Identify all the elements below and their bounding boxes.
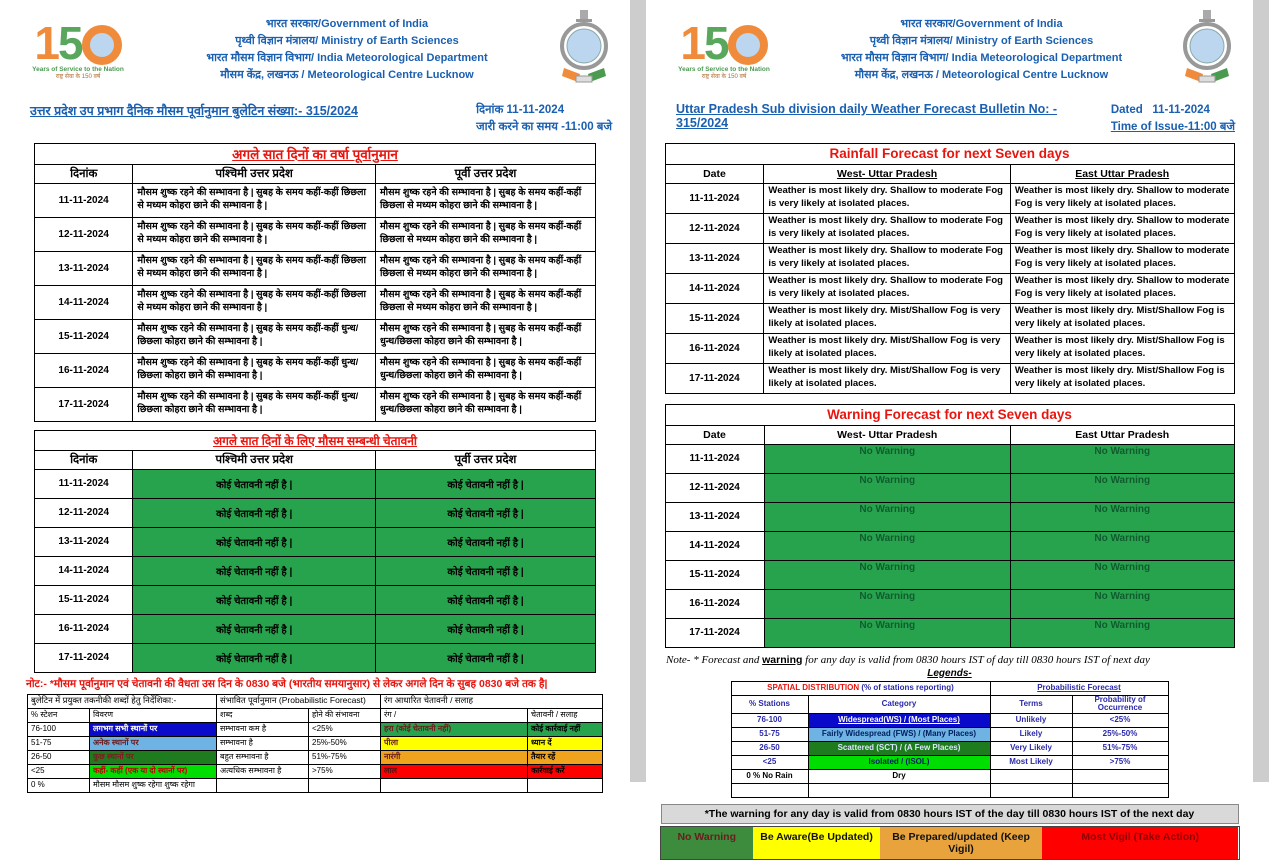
table-row bbox=[35, 585, 596, 614]
table-row bbox=[665, 333, 1234, 363]
table-row bbox=[35, 183, 596, 217]
category bbox=[808, 784, 990, 798]
table-title: Rainfall Forecast for next Seven days bbox=[665, 143, 1234, 164]
east-forecast: मौसम शुष्क रहने की सम्भावना है | सुबह के समय कहीं-कहीं धुन्ध/छिछला कोहरा छाने की सम्भावना है | bbox=[375, 319, 595, 353]
table-row bbox=[35, 319, 596, 353]
west-warning: कोई चेतावनी नहीं है | bbox=[133, 643, 376, 672]
east-warning: No Warning bbox=[1010, 560, 1234, 589]
west-warning: No Warning bbox=[764, 618, 1010, 647]
table-row bbox=[665, 618, 1234, 647]
table-row bbox=[35, 527, 596, 556]
probability-term: Most Likely bbox=[990, 756, 1072, 770]
legend-group-header: संभावित पूर्वानुमान (Probabilistic Forecast) bbox=[217, 694, 381, 708]
issue-time: Time of Issue-11:00 बजे bbox=[1110, 121, 1235, 134]
probability-term: बहुत सम्भावना है bbox=[217, 750, 309, 764]
legend-row bbox=[28, 750, 603, 764]
west-forecast: Weather is most likely dry. Shallow to moderate Fog is very likely at isolated places. bbox=[764, 273, 1010, 303]
east-warning: No Warning bbox=[1010, 473, 1234, 502]
east-warning: कोई चेतावनी नहीं है | bbox=[376, 614, 596, 643]
row-date: 16-11-2024 bbox=[665, 333, 764, 363]
legend-col-header: % Stations bbox=[731, 695, 808, 714]
org-line: भारत मौसम विज्ञान विभाग/ India Meteorological Department bbox=[206, 52, 488, 64]
west-forecast: Weather is most likely dry. Shallow to moderate Fog is very likely at isolated places. bbox=[764, 213, 1010, 243]
imd-150-logo-icon bbox=[660, 17, 788, 80]
east-forecast: Weather is most likely dry. Mist/Shallow Fog is very likely at isolated places. bbox=[1010, 333, 1234, 363]
legend-col-header: % स्टेशन bbox=[28, 708, 90, 722]
distribution-desc: अनेक स्थानों पर bbox=[90, 736, 217, 750]
imd-emblem-icon bbox=[1175, 6, 1239, 95]
org-line: पृथ्वी विज्ञान मंत्रालय/ Ministry of Earth Sciences bbox=[869, 34, 1094, 47]
row-date: 11-11-2024 bbox=[35, 183, 133, 217]
rainfall-forecast-table bbox=[665, 143, 1235, 394]
distribution-desc: कुछ स्थानों पर bbox=[90, 750, 217, 764]
row-date: 15-11-2024 bbox=[665, 303, 764, 333]
col-header-west: पश्चिमी उत्तर प्रदेश bbox=[133, 164, 376, 183]
scale-no-warning: No Warning bbox=[661, 827, 753, 859]
category: Fairly Widespread (FWS) / (Many Places) bbox=[808, 728, 990, 742]
east-forecast: Weather is most likely dry. Shallow to moderate Fog is very likely at isolated places. bbox=[1010, 273, 1234, 303]
west-warning: कोई चेतावनी नहीं है | bbox=[133, 527, 376, 556]
imd-emblem-icon bbox=[552, 6, 616, 95]
stations-range: 26-50 bbox=[731, 742, 808, 756]
west-warning: कोई चेतावनी नहीं है | bbox=[133, 556, 376, 585]
row-date: 15-11-2024 bbox=[665, 560, 764, 589]
west-forecast: मौसम शुष्क रहने की सम्भावना है | सुबह के समय कहीं-कहीं छिछला से मध्यम कोहरा छाने की सम्भावना है | bbox=[133, 217, 376, 251]
row-date: 14-11-2024 bbox=[665, 273, 764, 303]
distribution-desc: मौसम मौसम शुष्क रहेगा शुष्क रहेगा bbox=[90, 778, 217, 792]
table-row bbox=[35, 217, 596, 251]
logo-digit: 1 bbox=[34, 17, 58, 70]
table-row bbox=[665, 589, 1234, 618]
probability-range: 51%-75% bbox=[1072, 742, 1168, 756]
row-date: 12-11-2024 bbox=[665, 473, 764, 502]
table-row bbox=[665, 531, 1234, 560]
distribution-desc: कहीं- कहीं (एक या दो स्थानों पर) bbox=[90, 764, 217, 778]
table-row bbox=[665, 183, 1234, 213]
category: Widespread(WS) / (Most Places) bbox=[808, 714, 990, 728]
row-date: 13-11-2024 bbox=[35, 251, 133, 285]
col-header-west: West- Uttar Pradesh bbox=[764, 164, 1010, 183]
table-row bbox=[665, 502, 1234, 531]
stations-range: 76-100 bbox=[731, 714, 808, 728]
legend-table bbox=[731, 681, 1169, 799]
west-warning: No Warning bbox=[764, 502, 1010, 531]
note-suffix: for any day is valid from 0830 hours IST of day till 0830 hours IST of next day bbox=[802, 653, 1150, 666]
table-row bbox=[35, 556, 596, 585]
table-row bbox=[35, 498, 596, 527]
west-warning: कोई चेतावनी नहीं है | bbox=[133, 614, 376, 643]
globe-ring-icon bbox=[82, 25, 122, 65]
table-row bbox=[665, 444, 1234, 473]
col-header-east: पूर्वी उत्तर प्रदेश bbox=[375, 164, 595, 183]
table-row bbox=[665, 560, 1234, 589]
legend-col-header: Terms bbox=[990, 695, 1072, 714]
legend-row bbox=[731, 770, 1168, 784]
org-header bbox=[0, 4, 630, 94]
stations-range: <25 bbox=[28, 764, 90, 778]
scale-most-vigil: Most Vigil (Take Action) bbox=[1042, 827, 1239, 859]
row-date: 17-11-2024 bbox=[35, 387, 133, 421]
west-forecast: Weather is most likely dry. Mist/Shallow Fog is very likely at isolated places. bbox=[764, 333, 1010, 363]
bulletin-date bbox=[1111, 102, 1235, 119]
rainfall-forecast-table-hindi bbox=[34, 143, 596, 422]
table-row bbox=[665, 363, 1234, 393]
probability-term: सम्भावना कम है bbox=[217, 722, 309, 736]
page-gap bbox=[630, 0, 646, 782]
scale-be-aware: Be Aware(Be Updated) bbox=[753, 827, 880, 859]
date-value: 11-11-2024 bbox=[1152, 104, 1210, 116]
east-forecast: मौसम शुष्क रहने की सम्भावना है | सुबह के समय कहीं-कहीं छिछला से मध्यम कोहरा छाने की सम्भावना है | bbox=[375, 217, 595, 251]
legend-row bbox=[731, 784, 1168, 798]
east-forecast: Weather is most likely dry. Mist/Shallow Fog is very likely at isolated places. bbox=[1010, 303, 1234, 333]
west-forecast: मौसम शुष्क रहने की सम्भावना है | सुबह के समय कहीं-कहीं छिछला से मध्यम कोहरा छाने की सम्भावना है | bbox=[133, 251, 376, 285]
category: Isolated / (ISOL) bbox=[808, 756, 990, 770]
east-warning: कोई चेतावनी नहीं है | bbox=[376, 556, 596, 585]
note-warning-word: warning bbox=[762, 653, 803, 666]
east-forecast: मौसम शुष्क रहने की सम्भावना है | सुबह के समय कहीं-कहीं धुन्ध/छिछला कोहरा छाने की सम्भावना है | bbox=[375, 353, 595, 387]
warning-color: लाल bbox=[381, 764, 528, 778]
stations-range: 26-50 bbox=[28, 750, 90, 764]
probability-term bbox=[990, 770, 1072, 784]
bulletin-dates bbox=[476, 102, 612, 137]
warning-color bbox=[381, 778, 528, 792]
warning-forecast-table-hindi bbox=[34, 430, 596, 673]
table-row bbox=[35, 614, 596, 643]
legend-row bbox=[731, 742, 1168, 756]
west-forecast: Weather is most likely dry. Shallow to moderate Fog is very likely at isolated places. bbox=[764, 183, 1010, 213]
probability-term bbox=[990, 784, 1072, 798]
east-warning: No Warning bbox=[1010, 502, 1234, 531]
org-line: मौसम केंद्र, लखनऊ / Meteorological Centre Lucknow bbox=[854, 69, 1109, 82]
legend-group-header: Probabilistic Forecast bbox=[990, 681, 1168, 695]
legend-group-header: बुलेटिन में प्रयुक्त तकनीकी शब्दों हेतु निर्देशिका:- bbox=[28, 694, 217, 708]
row-date: 16-11-2024 bbox=[665, 589, 764, 618]
probability-range: >75% bbox=[309, 764, 381, 778]
stations-range: 76-100 bbox=[28, 722, 90, 736]
east-warning: No Warning bbox=[1010, 589, 1234, 618]
legend-row bbox=[731, 756, 1168, 770]
bulletin-title: उत्तर प्रदेश उप प्रभाग दैनिक मौसम पूर्वानुमान बुलेटिन संख्या:- 315/2024 bbox=[30, 104, 358, 118]
probability-range: >75% bbox=[1072, 756, 1168, 770]
row-date: 13-11-2024 bbox=[665, 243, 764, 273]
table-row bbox=[35, 285, 596, 319]
legend-group-header: रंग आधारित चेतावनी / सलाह bbox=[381, 694, 603, 708]
warning-advice: कार्रवाई करें bbox=[528, 764, 603, 778]
logo-caption: Years of Service to the Nation bbox=[678, 66, 770, 74]
row-date: 14-11-2024 bbox=[665, 531, 764, 560]
west-warning: No Warning bbox=[764, 473, 1010, 502]
east-forecast: मौसम शुष्क रहने की सम्भावना है | सुबह के समय कहीं-कहीं छिछला से मध्यम कोहरा छाने की सम्भावना है | bbox=[375, 251, 595, 285]
col-header-date: Date bbox=[665, 425, 764, 444]
legend-col-header: Probability of Occurrence bbox=[1072, 695, 1168, 714]
west-warning: No Warning bbox=[764, 444, 1010, 473]
east-warning: कोई चेतावनी नहीं है | bbox=[376, 469, 596, 498]
west-warning: No Warning bbox=[764, 589, 1010, 618]
scale-be-prepared: Be Prepared/updated (Keep Vigil) bbox=[880, 827, 1042, 859]
probability-term: Likely bbox=[990, 728, 1072, 742]
legend-table-hindi bbox=[27, 694, 603, 793]
scan-edge bbox=[1253, 0, 1269, 782]
warning-scale-bar bbox=[660, 826, 1240, 860]
row-date: 16-11-2024 bbox=[35, 353, 133, 387]
west-warning: कोई चेतावनी नहीं है | bbox=[133, 469, 376, 498]
warning-validity-bar: *The warning for any day is valid from 0830 hours IST of the day till 0830 hours IST of the next day bbox=[661, 804, 1239, 824]
warning-advice bbox=[528, 778, 603, 792]
row-date: 15-11-2024 bbox=[35, 319, 133, 353]
legend-col-header: रंग / bbox=[381, 708, 528, 722]
org-lines bbox=[788, 16, 1175, 84]
col-header-east: पूर्वी उत्तर प्रदेश bbox=[376, 450, 596, 469]
west-forecast: मौसम शुष्क रहने की सम्भावना है | सुबह के समय कहीं-कहीं धुन्ध/छिछला कोहरा छाने की सम्भावना है | bbox=[133, 353, 376, 387]
probability-term: Unlikely bbox=[990, 714, 1072, 728]
warning-advice: ध्यान दें bbox=[528, 736, 603, 750]
probability-range: <25% bbox=[309, 722, 381, 736]
east-warning: कोई चेतावनी नहीं है | bbox=[376, 527, 596, 556]
west-forecast: मौसम शुष्क रहने की सम्भावना है | सुबह के समय कहीं-कहीं छिछला से मध्यम कोहरा छाने की सम्भावना है | bbox=[133, 285, 376, 319]
row-date: 11-11-2024 bbox=[665, 444, 764, 473]
probability-range: 25%-50% bbox=[1072, 728, 1168, 742]
west-warning: No Warning bbox=[764, 560, 1010, 589]
category: Dry bbox=[808, 770, 990, 784]
org-line: भारत सरकार/Government of India bbox=[900, 17, 1063, 30]
org-header bbox=[646, 4, 1253, 94]
validity-note-hindi: नोट:- *मौसम पूर्वानुमान एवं चेतावनी की वैधता उस दिन के 0830 बजे (भारतीय समयानुसार) से लेकर अगले दिन के सुबह 0830 बजे तक है| bbox=[26, 677, 548, 690]
row-date: 12-11-2024 bbox=[665, 213, 764, 243]
legend-col-header: चेतावनी / सलाह bbox=[528, 708, 603, 722]
row-date: 13-11-2024 bbox=[665, 502, 764, 531]
legend-row bbox=[28, 736, 603, 750]
bulletin-title-row bbox=[646, 94, 1253, 141]
probability-range: 51%-75% bbox=[309, 750, 381, 764]
stations-range: 51-75 bbox=[731, 728, 808, 742]
row-date: 12-11-2024 bbox=[35, 217, 133, 251]
legend-col-header: होने की संभावना bbox=[309, 708, 381, 722]
legend-row bbox=[731, 728, 1168, 742]
row-date: 16-11-2024 bbox=[35, 614, 133, 643]
east-forecast: Weather is most likely dry. Shallow to moderate Fog is very likely at isolated places. bbox=[1010, 183, 1234, 213]
stations-range: 0 % bbox=[28, 778, 90, 792]
table-row bbox=[665, 213, 1234, 243]
table-row bbox=[35, 643, 596, 672]
org-line: मौसम केंद्र, लखनऊ / Meteorological Centre Lucknow bbox=[220, 69, 474, 82]
org-lines bbox=[142, 16, 552, 84]
spatial-distribution-title: SPATIAL DISTRIBUTION bbox=[767, 682, 860, 692]
table-row bbox=[35, 469, 596, 498]
row-date: 14-11-2024 bbox=[35, 285, 133, 319]
east-warning: कोई चेतावनी नहीं है | bbox=[376, 498, 596, 527]
table-row bbox=[665, 303, 1234, 333]
bulletin-date: दिनांक 11-11-2024 bbox=[476, 104, 565, 116]
west-forecast: मौसम शुष्क रहने की सम्भावना है | सुबह के समय कहीं-कहीं छिछला से मध्यम कोहरा छाने की सम्भावना है | bbox=[133, 183, 376, 217]
east-warning: कोई चेतावनी नहीं है | bbox=[376, 585, 596, 614]
logo-caption: Years of Service to the Nation bbox=[32, 66, 124, 74]
col-header-date: दिनांक bbox=[35, 450, 133, 469]
east-forecast: मौसम शुष्क रहने की सम्भावना है | सुबह के समय कहीं-कहीं छिछला से मध्यम कोहरा छाने की सम्भावना है | bbox=[375, 183, 595, 217]
west-forecast: मौसम शुष्क रहने की सम्भावना है | सुबह के समय कहीं-कहीं धुन्ध/छिछला कोहरा छाने की सम्भावना है | bbox=[133, 387, 376, 421]
logo-caption-hindi: राष्ट्र सेवा के 150 वर्ष bbox=[701, 73, 747, 80]
warning-color: हरा (कोई चेतावनी नहीं) bbox=[381, 722, 528, 736]
row-date: 17-11-2024 bbox=[665, 618, 764, 647]
west-warning: No Warning bbox=[764, 531, 1010, 560]
date-label: Dated bbox=[1110, 104, 1143, 116]
table-row bbox=[665, 273, 1234, 303]
bulletin-dates bbox=[1111, 102, 1235, 137]
legends-label: Legends- bbox=[927, 667, 972, 679]
legend-row bbox=[28, 764, 603, 778]
probability-term bbox=[217, 778, 309, 792]
warning-forecast-table bbox=[665, 404, 1235, 648]
globe-ring-icon bbox=[728, 25, 768, 65]
row-date: 17-11-2024 bbox=[665, 363, 764, 393]
page-english bbox=[646, 0, 1253, 856]
east-forecast: मौसम शुष्क रहने की सम्भावना है | सुबह के समय कहीं-कहीं छिछला से मध्यम कोहरा छाने की सम्भावना है | bbox=[375, 285, 595, 319]
col-header-date: दिनांक bbox=[35, 164, 133, 183]
note-prefix: Note- * Forecast and bbox=[666, 653, 763, 666]
col-header-west: West- Uttar Pradesh bbox=[764, 425, 1010, 444]
row-date: 14-11-2024 bbox=[35, 556, 133, 585]
east-warning: No Warning bbox=[1010, 531, 1234, 560]
table-title: अगले सात दिनों का वर्षा पूर्वानुमान bbox=[35, 143, 596, 164]
logo-digit: 1 bbox=[680, 17, 704, 70]
logo-caption-hindi: राष्ट्र सेवा के 150 वर्ष bbox=[55, 73, 101, 80]
probability-term: अत्यधिक सम्भावना है bbox=[217, 764, 309, 778]
probability-term: सम्भावना है bbox=[217, 736, 309, 750]
row-date: 11-11-2024 bbox=[665, 183, 764, 213]
logo-digit: 5 bbox=[58, 17, 82, 70]
probability-range bbox=[1072, 784, 1168, 798]
col-header-east: East Uttar Pradesh bbox=[1010, 164, 1234, 183]
row-date: 17-11-2024 bbox=[35, 643, 133, 672]
warning-advice: तैयार रहें bbox=[528, 750, 603, 764]
legend-group-header bbox=[731, 681, 990, 695]
legend-col-header: शब्द bbox=[217, 708, 309, 722]
west-warning: कोई चेतावनी नहीं है | bbox=[133, 498, 376, 527]
east-warning: No Warning bbox=[1010, 444, 1234, 473]
table-row bbox=[665, 473, 1234, 502]
east-warning: No Warning bbox=[1010, 618, 1234, 647]
warning-color: पीला bbox=[381, 736, 528, 750]
spatial-distribution-sub: (% of stations reporting) bbox=[859, 682, 954, 692]
east-forecast: मौसम शुष्क रहने की सम्भावना है | सुबह के समय कहीं-कहीं धुन्ध/छिछला कोहरा छाने की सम्भावना है | bbox=[375, 387, 595, 421]
page-hindi bbox=[0, 0, 630, 789]
org-line: पृथ्वी विज्ञान मंत्रालय/ Ministry of Earth Sciences bbox=[235, 34, 459, 47]
table-row bbox=[35, 387, 596, 421]
col-header-east: East Uttar Pradesh bbox=[1010, 425, 1234, 444]
stations-range: 0 % No Rain bbox=[731, 770, 808, 784]
west-forecast: Weather is most likely dry. Mist/Shallow Fog is very likely at isolated places. bbox=[764, 363, 1010, 393]
legend-row bbox=[28, 778, 603, 792]
row-date: 11-11-2024 bbox=[35, 469, 133, 498]
legend-col-header: विवरण bbox=[90, 708, 217, 722]
row-date: 15-11-2024 bbox=[35, 585, 133, 614]
bulletin-title: Uttar Pradesh Sub division daily Weather Forecast Bulletin No: - 315/2024 bbox=[676, 102, 1058, 130]
warning-color: नारंगी bbox=[381, 750, 528, 764]
bulletin-title-row bbox=[0, 94, 630, 141]
row-date: 13-11-2024 bbox=[35, 527, 133, 556]
east-forecast: Weather is most likely dry. Shallow to moderate Fog is very likely at isolated places. bbox=[1010, 243, 1234, 273]
issue-time: जारी करने का समय -11:00 बजे bbox=[476, 121, 612, 134]
stations-range bbox=[731, 784, 808, 798]
category: Scattered (SCT) / (A Few Places) bbox=[808, 742, 990, 756]
east-forecast: Weather is most likely dry. Shallow to moderate Fog is very likely at isolated places. bbox=[1010, 213, 1234, 243]
legend-col-header: Category bbox=[808, 695, 990, 714]
org-line: भारत मौसम विज्ञान विभाग/ India Meteorological Department bbox=[840, 52, 1123, 64]
table-row bbox=[35, 251, 596, 285]
west-forecast: Weather is most likely dry. Shallow to moderate Fog is very likely at isolated places. bbox=[764, 243, 1010, 273]
west-warning: कोई चेतावनी नहीं है | bbox=[133, 585, 376, 614]
probability-range bbox=[1072, 770, 1168, 784]
imd-150-logo-icon bbox=[14, 17, 142, 80]
stations-range: <25 bbox=[731, 756, 808, 770]
col-header-date: Date bbox=[665, 164, 764, 183]
legend-row bbox=[28, 722, 603, 736]
warning-advice: कोई कार्रवाई नहीं bbox=[528, 722, 603, 736]
org-line: भारत सरकार/Government of India bbox=[265, 17, 429, 30]
probability-range: 25%-50% bbox=[309, 736, 381, 750]
probability-range bbox=[309, 778, 381, 792]
table-row bbox=[665, 243, 1234, 273]
table-title: अगले सात दिनों के लिए मौसम सम्बन्धी चेतावनी bbox=[35, 430, 596, 450]
logo-digit: 5 bbox=[704, 17, 728, 70]
west-forecast: Weather is most likely dry. Mist/Shallow Fog is very likely at isolated places. bbox=[764, 303, 1010, 333]
col-header-west: पश्चिमी उत्तर प्रदेश bbox=[133, 450, 376, 469]
legend-row bbox=[731, 714, 1168, 728]
east-forecast: Weather is most likely dry. Mist/Shallow Fog is very likely at isolated places. bbox=[1010, 363, 1234, 393]
probability-range: <25% bbox=[1072, 714, 1168, 728]
validity-note bbox=[646, 648, 1253, 666]
row-date: 12-11-2024 bbox=[35, 498, 133, 527]
probability-term: Very Likely bbox=[990, 742, 1072, 756]
west-forecast: मौसम शुष्क रहने की सम्भावना है | सुबह के समय कहीं-कहीं धुन्ध/छिछला कोहरा छाने की सम्भावना है | bbox=[133, 319, 376, 353]
east-warning: कोई चेतावनी नहीं है | bbox=[376, 643, 596, 672]
table-row bbox=[35, 353, 596, 387]
distribution-desc: लगभग सभी स्थानों पर bbox=[90, 722, 217, 736]
stations-range: 51-75 bbox=[28, 736, 90, 750]
table-title: Warning Forecast for next Seven days bbox=[665, 404, 1234, 425]
